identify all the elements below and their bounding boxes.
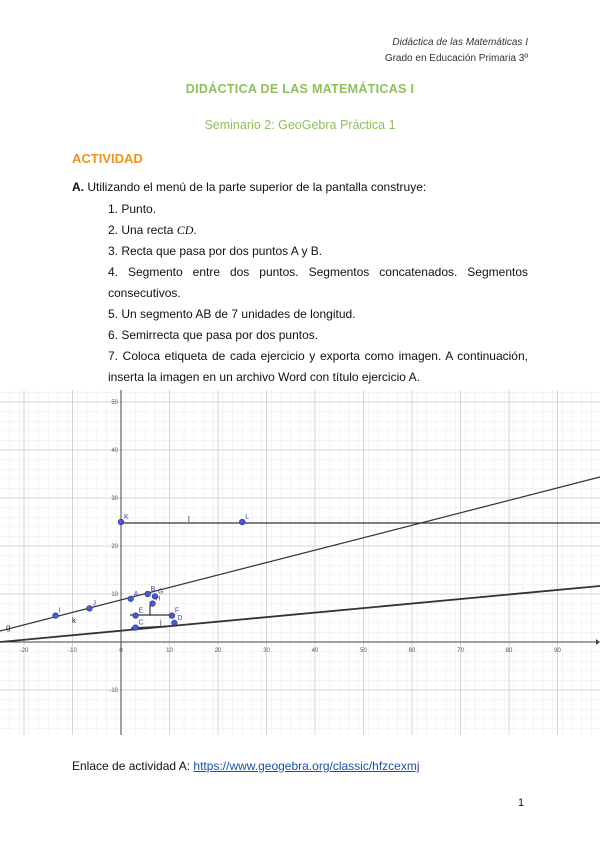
- document-title: DIDÁCTICA DE LAS MATEMÁTICAS I: [185, 82, 415, 96]
- point-label-i: I: [58, 607, 61, 615]
- y-tick-label: 20: [111, 544, 118, 550]
- graph-point-e: [133, 613, 139, 619]
- graph-point-f: [169, 613, 175, 619]
- x-tick-label: 50: [360, 648, 367, 654]
- line-cd-symbol: CD: [176, 223, 194, 237]
- geogebra-link[interactable]: https://www.geogebra.org/classic/hfzcexmj: [193, 759, 420, 773]
- y-tick-label: 50: [111, 400, 118, 406]
- activity-intro: [72, 180, 426, 194]
- header-course: Didáctica de las Matemáticas I: [392, 37, 528, 48]
- y-tick-label: 40: [111, 448, 118, 454]
- activity-intro-text: Utilizando el menú de la parte superior de la pantalla construye:: [87, 180, 427, 194]
- header-degree: Grado en Educación Primaria 3º: [384, 53, 528, 64]
- list-item-2: [108, 220, 528, 241]
- point-label-c: C: [138, 619, 144, 627]
- line-label-l: l: [188, 515, 190, 524]
- x-tick-label: -10: [68, 648, 77, 654]
- point-label-a: A: [133, 590, 139, 598]
- x-tick-label: 80: [505, 648, 513, 654]
- list-item-2-text: 2. Una recta: [108, 223, 177, 237]
- point-label-l: L: [245, 514, 250, 521]
- x-tick-label: 90: [554, 648, 561, 654]
- line-label-j: j: [160, 619, 162, 626]
- graph-point-a: [128, 596, 134, 602]
- page-number: 1: [518, 797, 525, 809]
- list-item-3: 3. Recta que pasa por dos puntos A y B.: [108, 244, 323, 258]
- section-heading: ACTIVIDAD: [72, 151, 143, 166]
- activity-letter: A.: [72, 180, 84, 194]
- list-item-4: 4. Segmento entre dos puntos. Segmentos concatenados. Segmentos consecutivos.: [108, 265, 528, 300]
- point-label-d: D: [177, 614, 183, 622]
- graph-point-h: [150, 601, 156, 607]
- x-tick-label: 20: [214, 648, 222, 654]
- minor-grid: [0, 390, 600, 735]
- x-tick-label: 0: [119, 648, 123, 654]
- line-lower: [0, 586, 600, 642]
- major-grid: [0, 390, 600, 735]
- link-prefix: Enlace de actividad A:: [72, 759, 191, 773]
- graph-point-b: [145, 591, 151, 597]
- x-tick-label: 40: [311, 648, 319, 654]
- point-label-j: J: [92, 600, 96, 608]
- x-tick-label: 10: [166, 648, 173, 654]
- graph-point-c: [133, 625, 139, 631]
- line-label-g: g: [6, 623, 11, 632]
- x-tick-label: 30: [263, 648, 270, 654]
- y-tick-label: 30: [111, 496, 118, 502]
- point-label-e: E: [138, 607, 144, 615]
- y-tick-label: -10: [109, 688, 118, 694]
- geogebra-canvas: [0, 390, 600, 735]
- point-label-b: B: [150, 586, 156, 593]
- x-tick-label: -20: [19, 648, 29, 654]
- x-axis-arrow: [596, 639, 600, 645]
- y-tick-label: 10: [111, 592, 118, 598]
- point-label-f: F: [174, 607, 180, 615]
- line-label-k: k: [72, 616, 76, 625]
- graph-point-d: [172, 620, 178, 626]
- list-item-2-end: .: [193, 223, 197, 237]
- point-label-g: G: [157, 588, 164, 596]
- activity-link-line: [72, 759, 420, 773]
- graph-point-k: [118, 519, 124, 525]
- list-item-6: 6. Semirrecta que pasa por dos puntos.: [108, 328, 319, 342]
- list-item-1: 1. Punto.: [108, 202, 157, 216]
- list-item-7: 7. Coloca etiqueta de cada ejercicio y exporta como imagen. A continuación, inserta la imagen en un archivo Word con título ejercicio A.: [108, 349, 528, 384]
- point-label-h: H: [155, 595, 161, 603]
- graph-point-j: [87, 606, 93, 612]
- document-subtitle: Seminario 2: GeoGebra Práctica 1: [204, 118, 396, 132]
- point-label-k: K: [124, 514, 129, 521]
- x-tick-label: 70: [457, 648, 464, 654]
- graph-point-i: [53, 613, 59, 619]
- graph-point-l: [239, 519, 245, 525]
- list-item-5: 5. Un segmento AB de 7 unidades de longitud.: [108, 307, 356, 321]
- x-tick-label: 60: [408, 648, 416, 654]
- geogebra-graph: [0, 390, 600, 735]
